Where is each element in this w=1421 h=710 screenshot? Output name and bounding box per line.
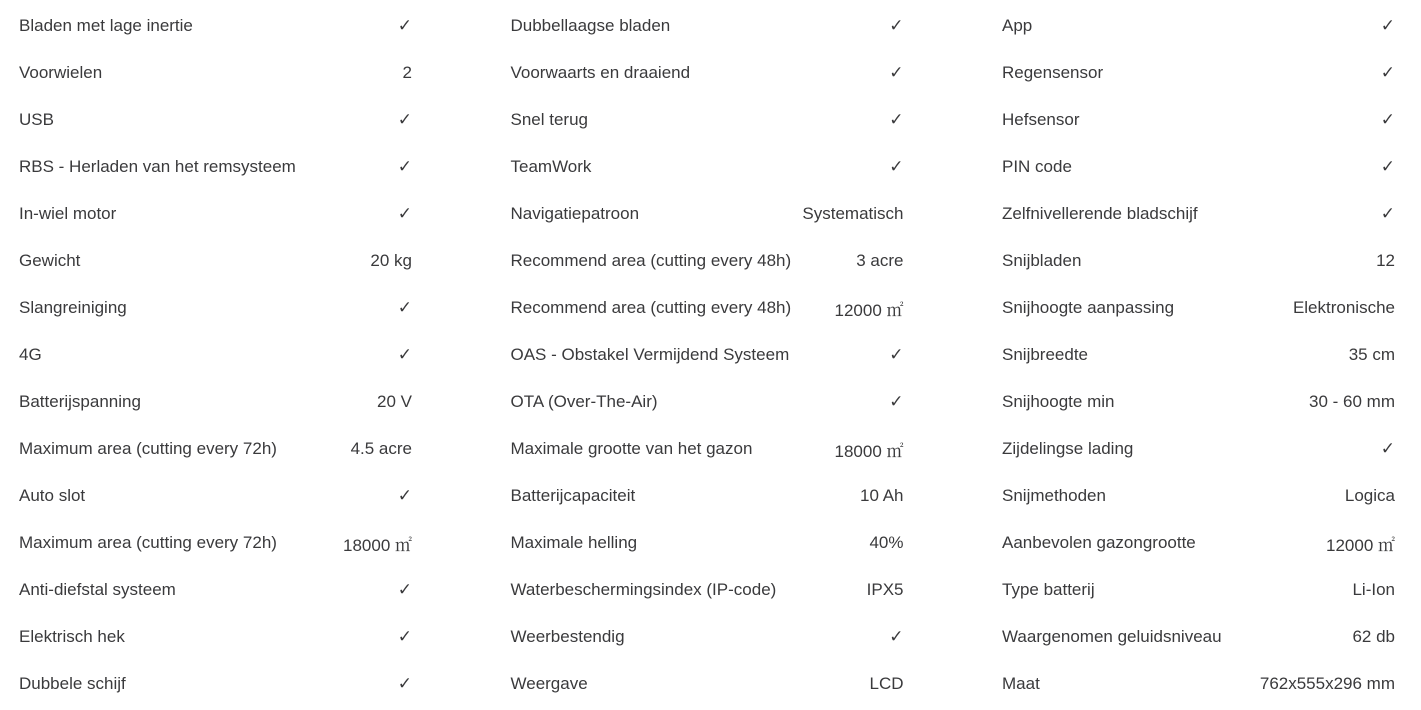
spec-label: OAS - Obstakel Vermijdend Systeem [510,345,790,364]
spec-label: Dubbellaagse bladen [510,16,671,35]
spec-row [1002,520,1395,567]
spec-row [19,238,412,285]
spec-value: 18000 ㎡ [343,535,412,555]
spec-row [19,144,412,191]
spec-label: Snijhoogte aanpassing [1002,298,1175,317]
spec-row [1002,614,1395,661]
spec-row [19,3,412,50]
checkmark-icon: ✓ [889,110,904,129]
spec-value: 62 db [1352,627,1395,646]
spec-row [511,144,904,191]
spec-label: Regensensor [1002,63,1104,82]
spec-label: Recommend area (cutting every 48h) [510,298,792,317]
spec-label: Navigatiepatroon [510,204,640,223]
spec-row [511,426,904,473]
spec-row [19,50,412,97]
spec-row [511,473,904,520]
spec-row [19,426,412,473]
spec-row [1002,97,1395,144]
spec-value: 12 [1376,251,1395,270]
spec-value: Logica [1344,486,1395,505]
spec-row [19,97,412,144]
spec-label: App [1002,16,1033,35]
checkmark-icon: ✓ [397,674,412,693]
checkmark-icon: ✓ [397,580,412,599]
spec-row [1002,661,1395,708]
spec-value: 18000 ㎡ [834,441,904,461]
spec-row [1002,238,1395,285]
spec-value: 12000 ㎡ [834,300,904,320]
spec-label: Waterbeschermingsindex (IP-code) [510,580,777,599]
spec-label: TeamWork [510,157,592,176]
spec-label: Waargenomen geluidsniveau [1002,627,1222,646]
spec-label: Maximum area (cutting every 72h) [19,533,277,552]
spec-label: Aanbevolen gazongrootte [1002,533,1196,552]
spec-row [511,379,904,426]
spec-value: 35 cm [1348,345,1395,364]
checkmark-icon: ✓ [889,63,904,82]
checkmark-icon: ✓ [397,486,412,505]
spec-row [19,379,412,426]
spec-label: Voorwaarts en draaiend [510,63,691,82]
spec-row [1002,567,1395,614]
checkmark-icon: ✓ [397,298,412,317]
checkmark-icon: ✓ [1380,439,1395,458]
spec-row [511,661,904,708]
checkmark-icon: ✓ [1380,63,1395,82]
spec-label: Snel terug [510,110,588,129]
spec-row [19,473,412,520]
spec-value: 10 Ah [860,486,904,505]
spec-label: Snijbladen [1002,251,1082,270]
checkmark-icon: ✓ [1380,204,1395,223]
spec-row [511,50,904,97]
spec-label: Zijdelingse lading [1002,439,1134,458]
spec-label: In-wiel motor [19,204,117,223]
spec-label: Maximale helling [510,533,638,552]
spec-row [511,3,904,50]
spec-value: 30 - 60 mm [1309,392,1395,411]
spec-row [1002,144,1395,191]
checkmark-icon: ✓ [397,16,412,35]
checkmark-icon: ✓ [397,204,412,223]
spec-label: RBS - Herladen van het remsysteem [19,157,296,176]
spec-row [511,614,904,661]
spec-label: Bladen met lage inertie [19,16,193,35]
checkmark-icon: ✓ [1380,157,1395,176]
spec-label: Anti-diefstal systeem [19,580,176,599]
spec-value: IPX5 [866,580,904,599]
spec-label: Batterijcapaciteit [510,486,636,505]
checkmark-icon: ✓ [397,627,412,646]
spec-label: Weerbestendig [510,627,625,646]
spec-value: LCD [869,674,904,693]
spec-label: Elektrisch hek [19,627,125,646]
spec-label: Zelfnivellerende bladschijf [1002,204,1198,223]
spec-row [511,191,904,238]
spec-row [19,567,412,614]
checkmark-icon: ✓ [1380,16,1395,35]
spec-row [19,285,412,332]
spec-column-1 [19,0,412,710]
spec-value: 20 V [377,392,412,411]
spec-label: Weergave [510,674,588,693]
spec-value: 20 kg [370,251,412,270]
checkmark-icon: ✓ [889,392,904,411]
checkmark-icon: ✓ [889,157,904,176]
spec-row [1002,191,1395,238]
spec-row [1002,332,1395,379]
checkmark-icon: ✓ [397,157,412,176]
spec-row [19,520,412,567]
spec-value: 2 [402,63,412,82]
spec-row [1002,426,1395,473]
spec-label: Voorwielen [19,63,103,82]
spec-label: Slangreiniging [19,298,127,317]
checkmark-icon: ✓ [889,16,904,35]
spec-row [19,661,412,708]
spec-label: Gewicht [19,251,81,270]
spec-label: Maat [1002,674,1040,693]
checkmark-icon: ✓ [889,345,904,364]
checkmark-icon: ✓ [1380,110,1395,129]
spec-row [511,238,904,285]
spec-row [511,520,904,567]
spec-label: Dubbele schijf [19,674,126,693]
spec-label: Recommend area (cutting every 48h) [510,251,792,270]
spec-label: PIN code [1002,157,1072,176]
checkmark-icon: ✓ [397,345,412,364]
spec-row [511,567,904,614]
spec-value: 40% [869,533,904,552]
spec-label: Maximum area (cutting every 72h) [19,439,277,458]
spec-value: 12000 ㎡ [1326,535,1395,555]
checkmark-icon: ✓ [889,627,904,646]
spec-value: 3 acre [856,251,904,270]
spec-value: 762x555x296 mm [1259,674,1395,693]
spec-row [1002,473,1395,520]
spec-row [511,97,904,144]
spec-label: OTA (Over-The-Air) [510,392,658,411]
spec-label: Snijmethoden [1002,486,1106,505]
spec-label: Maximale grootte van het gazon [510,439,753,458]
spec-column-2 [511,0,904,710]
spec-label: Hefsensor [1002,110,1080,129]
spec-column-3 [1002,0,1395,710]
spec-value: 4.5 acre [350,439,412,458]
checkmark-icon: ✓ [397,110,412,129]
spec-row [511,285,904,332]
spec-row [511,332,904,379]
spec-value: Li-Ion [1352,580,1395,599]
spec-value: Elektronische [1292,298,1395,317]
spec-label: Snijhoogte min [1002,392,1115,411]
spec-row [1002,50,1395,97]
spec-label: Snijbreedte [1002,345,1089,364]
spec-label: USB [19,110,54,129]
spec-row [19,332,412,379]
spec-label: Batterijspanning [19,392,141,411]
spec-row [1002,3,1395,50]
spec-value: Systematisch [802,204,904,223]
spec-label: Auto slot [19,486,86,505]
spec-row [19,614,412,661]
spec-row [19,191,412,238]
spec-label: Type batterij [1002,580,1095,599]
spec-row [1002,379,1395,426]
spec-row [1002,285,1395,332]
spec-label: 4G [19,345,42,364]
